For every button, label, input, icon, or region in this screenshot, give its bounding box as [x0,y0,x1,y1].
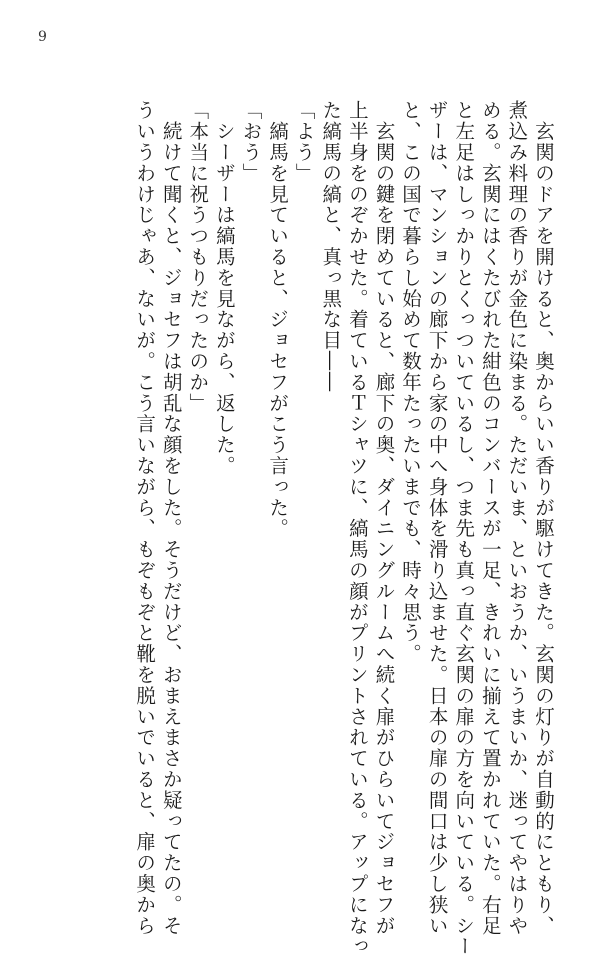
text-line: 「よう」 [292,100,316,184]
text-line: 「本当に祝うつもりだったのか」 [186,100,210,414]
text-line: 「おう」 [239,100,263,184]
text-line: シーザーは縞馬を見ながら、返した。 [212,100,236,477]
text-line: 煮込み料理の香りが金色に染まる。ただいま、といおうか、いうまいか、迷ってやはりや [505,100,529,936]
page-number: 9 [38,29,47,45]
text-line: ザーは、マンションの廊下から家の中へ身体を滑り込ませた。日本の扉の間口は少し狭い [425,100,449,936]
text-line: 上半身をのぞかせた。着ているＴシャツに、縞馬の顔がプリントされている。アップになっ [345,100,369,957]
text-line: 玄関の鍵を閉めていると、廊下の奥、ダイニングルームへ続く扉がひらいてジョセフが [372,100,396,936]
text-line: 玄関のドアを開けると、奥からいい香りが駆けてきた。玄関の灯りが自動的にともり、 [532,100,555,936]
text-line: める。玄関にはくたびれた紺色のコンバースが一足、きれいに揃えて置かれていた。右足 [478,100,502,936]
text-line: 縞馬を見ていると、ジョセフがこう言った。 [266,100,290,539]
text-line: 続けて聞くと、ジョセフは胡乱な顔をした。そうだけど、おまえまさか疑ってたの。そ [159,100,183,936]
body-text [26,100,556,957]
text-line: と、この国で暮らし始めて数年たったいまでも、時々思う。 [399,100,423,665]
text-line: ういうわけじゃあ、ないが。こう言いながら、もぞもぞと靴を脱いでいると、扉の奥から [133,100,157,936]
text-line: た縞馬の縞と、真っ黒な目―― [319,100,343,393]
text-line: と左足はしっかりとくっついているし、つま先も真っ直ぐ玄関の扉の方を向いている。シー [452,100,476,957]
